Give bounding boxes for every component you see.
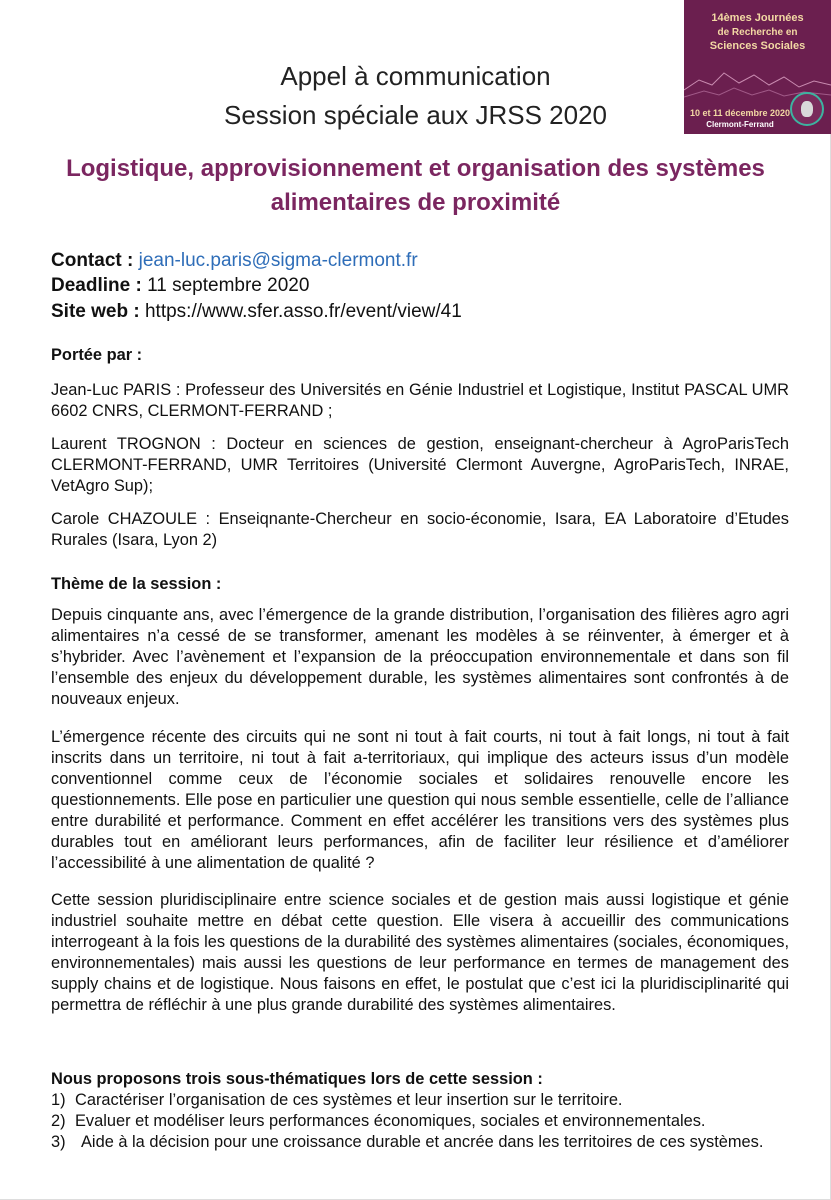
banner-city: Clermont-Ferrand — [706, 120, 774, 129]
list-item — [51, 1111, 789, 1132]
contact-email-link[interactable]: jean-luc.paris@sigma-clermont.fr — [138, 250, 418, 271]
theme-heading: Thème de la session : — [51, 575, 222, 593]
subthemes-list — [51, 1090, 789, 1153]
session-subtitle: Logistique, approvisionnement et organisation des systèmes alimentaires de proximité — [66, 155, 765, 216]
website-link[interactable]: https://www.sfer.asso.fr/event/view/41 — [144, 301, 462, 322]
banner-line-2: de Recherche en — [717, 27, 798, 38]
page-title-line-1: Appel à communication — [280, 61, 551, 91]
deadline-label: Deadline : — [51, 275, 142, 296]
portee-paragraph-2: Laurent TROGNON : Docteur en sciences de gestion, enseignant-chercheur à AgroParisTech CLERMONT-FERRAND, UMR Territoires (Université Clermont Auvergne, AgroParisTech, INRAE, VetAgro Sup); — [51, 435, 789, 495]
list-item-number: 3) — [51, 1133, 66, 1151]
list-item — [51, 1132, 789, 1153]
theme-paragraph-3: Cette session pluridisciplinaire entre science sociales et de gestion mais aussi logistique et génie industriel souhaite mettre en débat cette question. Elle visera à accueillir des communications interrogeant à la fois les questions de la durabilité des systèmes alimentaires (sociales, économiques, environnementales) mais aussi les questions de leur performance en termes de management des supply chains et de logistique. Nous faisons en effet, le postulat que c’est ici la pluridisciplinarité qui permettra de réfléchir à une plus grande durabilité des systèmes alimentaires. — [51, 891, 789, 1014]
portee-paragraph-1: Jean-Luc PARIS : Professeur des Universités en Génie Industriel et Logistique, Institut PASCAL UMR 6602 CNRS, CLERMONT-FERRAND ; — [51, 381, 789, 420]
theme-paragraph-1: Depuis cinquante ans, avec l’émergence de la grande distribution, l’organisation des filières agro agri alimentaires n’a cessé de se transformer, amenant les modèles à se réinventer, à émerger et à s’hybrider. Avec l’avènement et l’expansion de la préoccupation environnementale et dans son fil l’ensemble des enjeux du développement durable, les systèmes alimentaires sont confrontés à de nouveaux enjeux. — [51, 606, 789, 708]
portee-heading: Portée par : — [51, 346, 143, 364]
list-item-text: Evaluer et modéliser leurs performances économiques, sociales et environnementales. — [75, 1112, 706, 1130]
list-item-text: Aide à la décision pour une croissance durable et ancrée dans les territoires de ces systèmes. — [81, 1133, 764, 1151]
list-item — [51, 1090, 789, 1111]
list-item-number: 2) — [51, 1112, 66, 1130]
banner-line-3: Sciences Sociales — [709, 40, 806, 52]
list-item-number: 1) — [51, 1091, 66, 1109]
contact-line — [51, 249, 418, 273]
banner-dates: 10 et 11 décembre 2020 — [689, 108, 791, 118]
website-line — [51, 300, 462, 324]
page-title-line-2: Session spéciale aux JRSS 2020 — [223, 100, 607, 130]
contact-label: Contact : — [51, 250, 134, 271]
theme-paragraph-2: L’émergence récente des circuits qui ne sont ni tout à fait courts, ni tout à fait longs, ni tout à fait inscrits dans un territoire, ni tout à fait a-territoriaux, qui implique des acteurs issus d’un modèle conventionnel comme ceux de l’économie sociales et solidaires renouvelle encore les questionnements. Elle pose en particulier une question qui nous semble essentielle, celle de l’alliance entre durabilité et performance. Comment en effet accélérer les transitions vers des systèmes plus durables tout en améliorant leurs performances, afin de faciliter leur résilience et d’améliorer l’accessibilité à une alimentation de qualité ? — [51, 728, 789, 872]
banner-line-1: 14èmes Journées — [711, 12, 804, 24]
list-item-text: Caractériser l’organisation de ces systèmes et leur insertion sur le territoire. — [75, 1091, 623, 1109]
portee-paragraph-3: Carole CHAZOULE : Enseiqnante-Chercheur en socio-économie, Isara, EA Laboratoire d’Etudes Rurales (Isara, Lyon 2) — [51, 510, 789, 549]
website-label: Site web : — [51, 301, 140, 322]
subthemes-heading: Nous proposons trois sous-thématiques lors de cette session : — [51, 1070, 543, 1088]
deadline-line — [51, 274, 309, 298]
deadline-value: 11 septembre 2020 — [147, 275, 310, 296]
